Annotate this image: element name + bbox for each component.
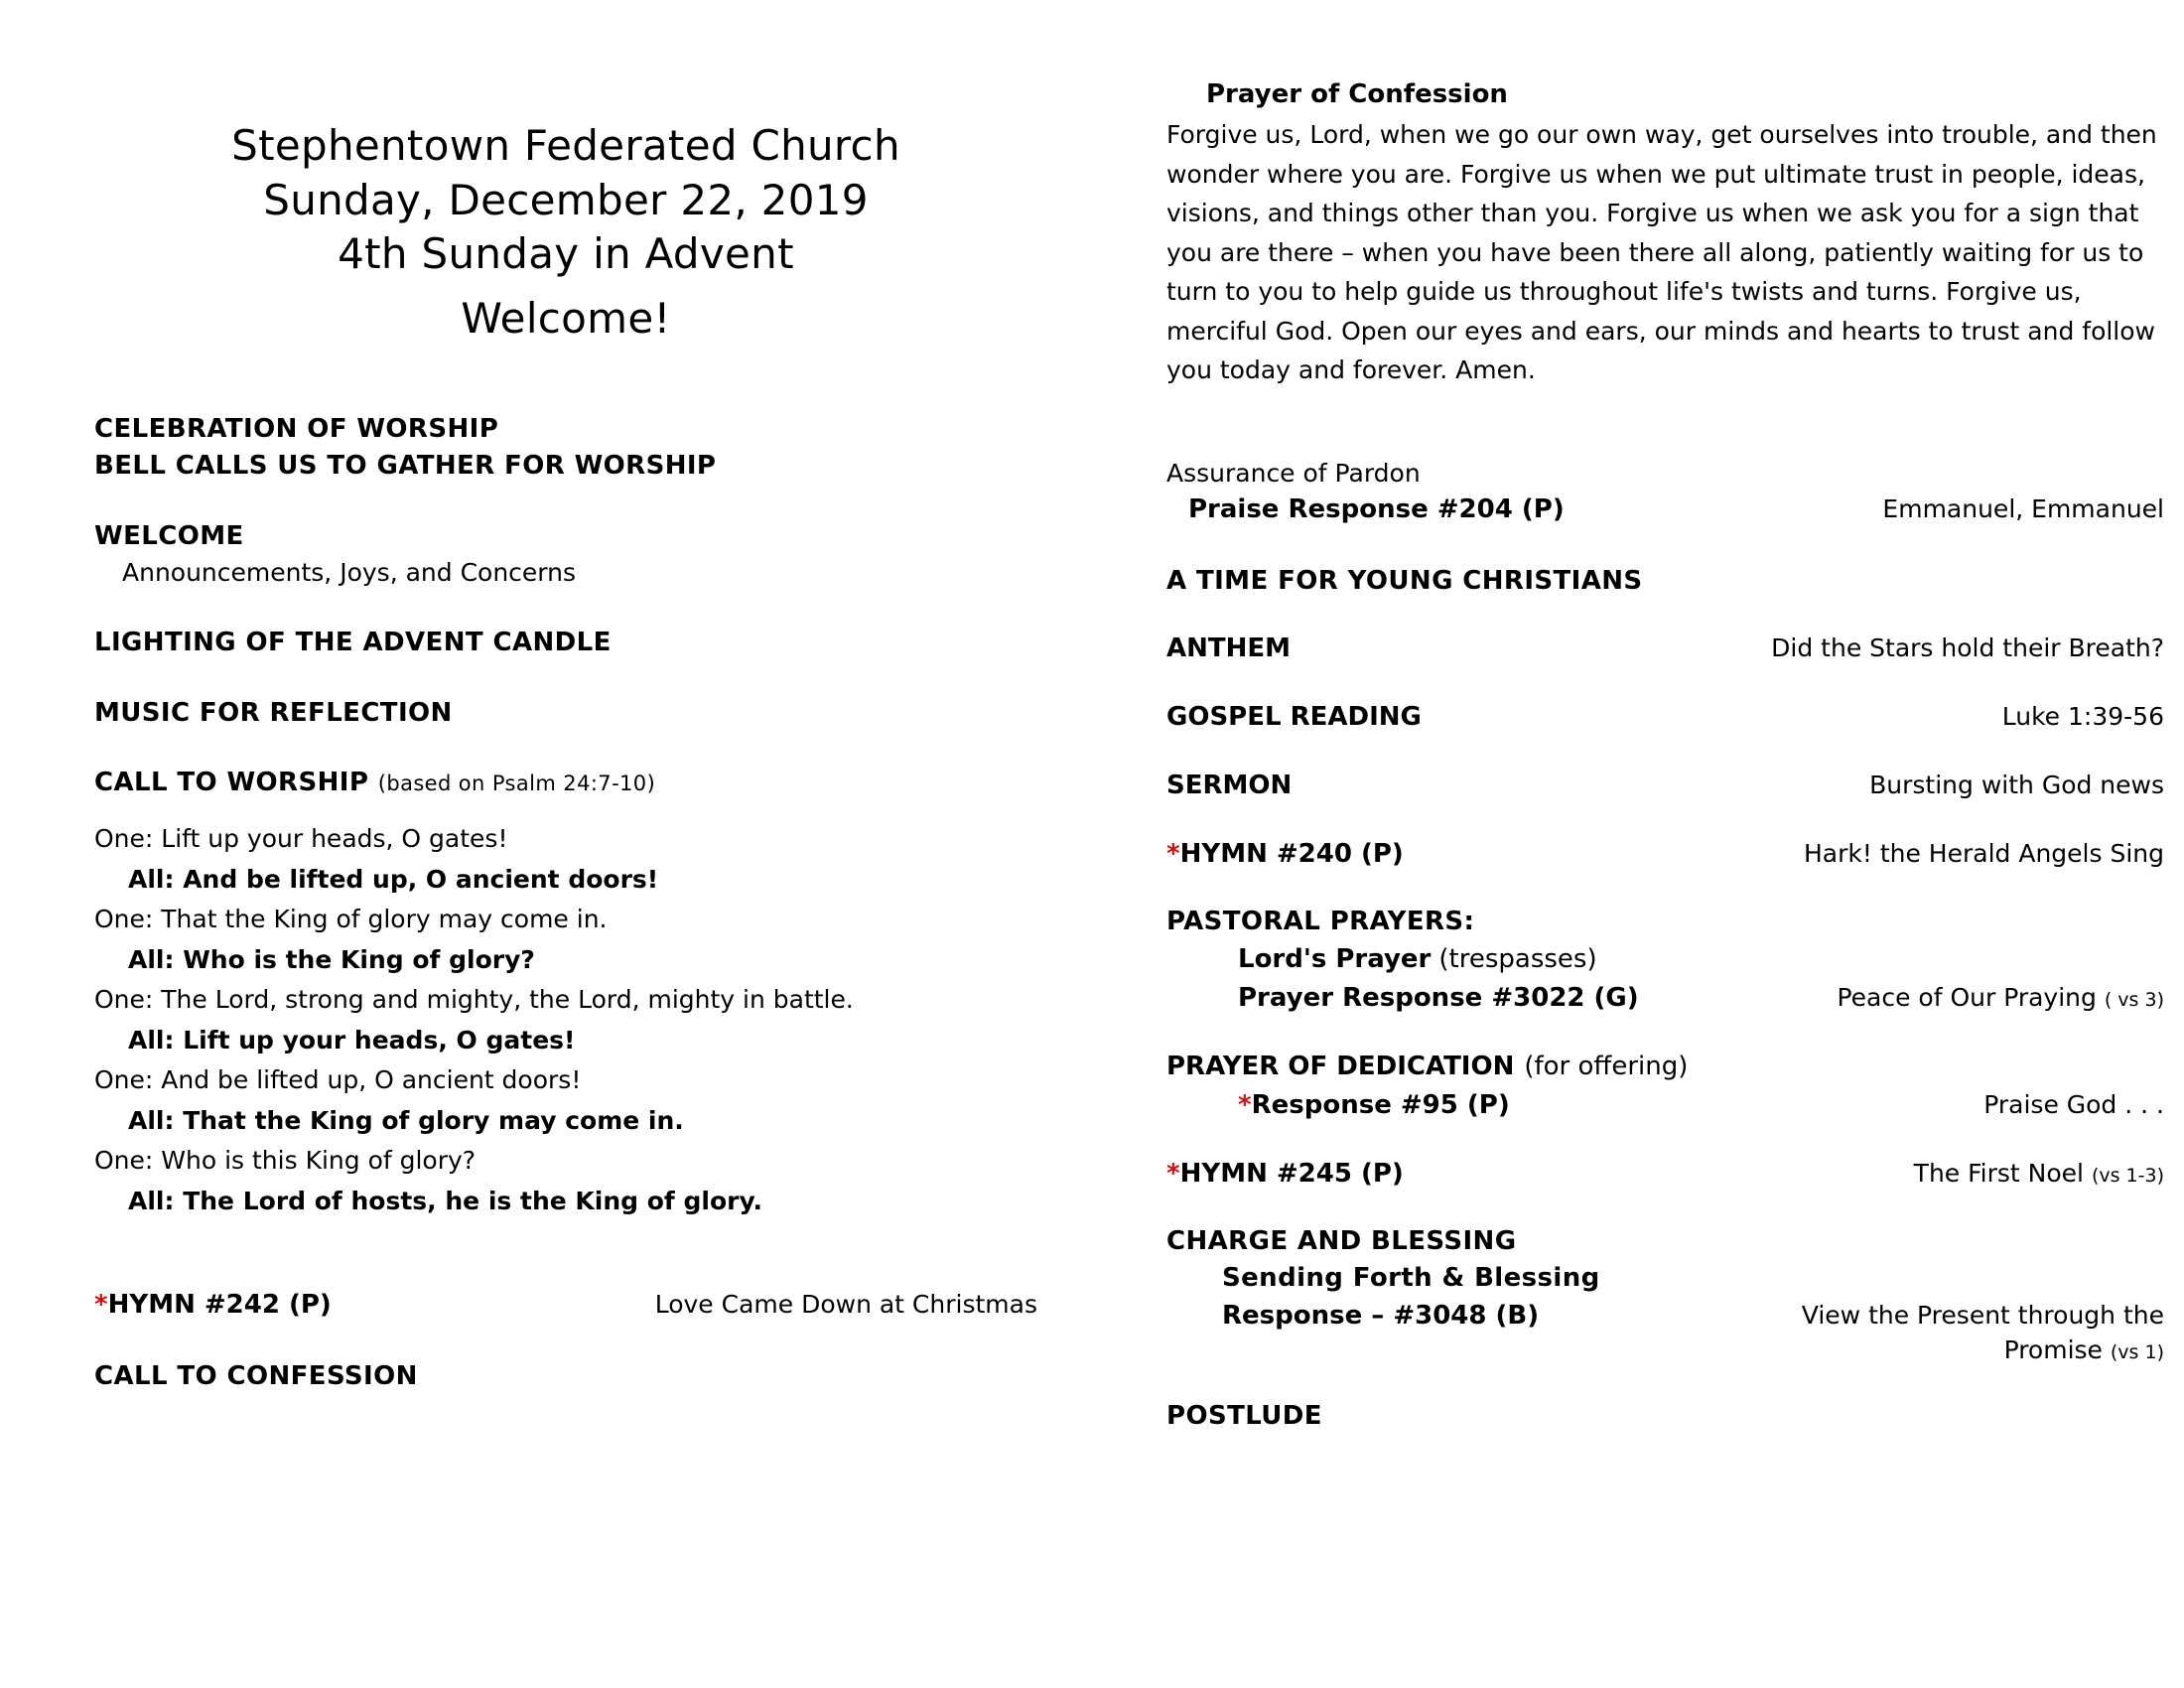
- hymn-245-verse: (vs 1-3): [2091, 1164, 2164, 1187]
- prayer-of-dedication-row: [1166, 1048, 2164, 1086]
- spacer: [1166, 1125, 2164, 1155]
- sending-forth-label: Sending Forth & Blessing: [1222, 1262, 1600, 1293]
- response-95-title: Praise God . . .: [1983, 1089, 2164, 1119]
- anthem-row: [1166, 630, 2164, 668]
- sermon-row: [1166, 767, 2164, 805]
- responsive-speaker: All:: [128, 864, 184, 894]
- lords-prayer-label: Lord's Prayer: [1238, 943, 1432, 974]
- charge-and-blessing-heading: CHARGE AND BLESSING: [1166, 1225, 1517, 1256]
- sending-response-title: [1747, 1298, 2164, 1368]
- spacer: [1166, 805, 2164, 835]
- response-95-row: [1166, 1086, 2164, 1125]
- right-column: [1107, 0, 2184, 1688]
- responsive-line: [94, 1182, 1037, 1222]
- gospel-reading-label: GOSPEL READING: [1166, 701, 1422, 732]
- hymn-star-icon: *: [1166, 1158, 1180, 1189]
- pastoral-prayers-heading: PASTORAL PRAYERS:: [1166, 906, 1475, 936]
- responsive-line: [94, 1101, 1037, 1142]
- young-christians-heading: A TIME FOR YOUNG CHRISTIANS: [1166, 566, 1643, 596]
- responsive-speaker: One:: [94, 824, 162, 854]
- hymn-245-number: HYMN #245 (P): [1179, 1158, 1404, 1189]
- welcome-subtext: Announcements, Joys, and Concerns: [122, 558, 576, 588]
- responsive-text: That the King of glory may come in.: [161, 905, 608, 934]
- responsive-speaker: One:: [94, 985, 162, 1015]
- praise-response-label: Praise Response #204 (P): [1188, 494, 1565, 524]
- response-95-number: Response #95 (P): [1251, 1089, 1510, 1120]
- sending-response-label: Response – #3048 (B): [1222, 1300, 1540, 1331]
- praise-response-title: Emmanuel, Emmanuel: [1882, 494, 2164, 523]
- welcome-greeting: Welcome!: [461, 293, 671, 343]
- responsive-text: Who is this King of glory?: [161, 1146, 477, 1176]
- hymn-240-number: HYMN #240 (P): [1179, 838, 1404, 869]
- responsive-text: Lift up your heads, O gates!: [183, 1025, 576, 1055]
- responsive-line: [94, 819, 1037, 860]
- call-to-confession-heading: CALL TO CONFESSION: [94, 1361, 418, 1391]
- responsive-line: [94, 900, 1037, 940]
- responsive-speaker: All:: [128, 1186, 184, 1215]
- responsive-text: The Lord, strong and mighty, the Lord, mighty in battle.: [161, 985, 854, 1015]
- responsive-speaker: All:: [128, 944, 184, 974]
- sending-response-row: [1166, 1297, 2164, 1368]
- responsive-text: And be lifted up, O ancient doors!: [161, 1065, 582, 1095]
- responsive-speaker: One:: [94, 1065, 162, 1095]
- prayer-response-title-text: Peace of Our Praying: [1837, 982, 2097, 1012]
- anthem-title: Did the Stars hold their Breath?: [1771, 633, 2164, 662]
- spacer: [94, 346, 1037, 411]
- sending-response-verse: (vs 1): [2110, 1341, 2164, 1364]
- prayer-response-row: [1166, 979, 2164, 1018]
- service-date: Sunday, December 22, 2019: [263, 175, 869, 224]
- spacer: [94, 801, 1037, 819]
- spacer: [1166, 668, 2164, 698]
- responsive-text: Lift up your heads, O gates!: [161, 824, 508, 854]
- prayer-of-confession-heading: Prayer of Confession: [1206, 79, 1508, 109]
- gospel-reading-reference: Luke 1:39-56: [2001, 701, 2164, 731]
- prayer-of-confession-body: Forgive us, Lord, when we go our own way, get ourselves into trouble, and then wonder where you are. Forgive us when we put ultimate trust in people, ideas, visions, and things other than you. Forgive us when we ask you for a sign that you are there – when you have been there all along, patiently waiting for us to turn to you to help guide us throughout life's twists and turns. Forgive us, merciful God. Open our eyes and ears, our minds and hearts to trust and follow you today and forever. Amen.: [1166, 120, 2157, 384]
- spacer: [94, 1325, 1037, 1358]
- responsive-text: The Lord of hosts, he is the King of glory.: [183, 1186, 762, 1215]
- call-to-worship-note: (based on Psalm 24:7-10): [377, 772, 656, 796]
- spacer: [94, 661, 1037, 695]
- spacer: [94, 1221, 1037, 1287]
- hymn-240-row: [1166, 835, 2164, 874]
- hymn-245-row: [1166, 1155, 2164, 1194]
- responsive-line: [94, 860, 1037, 901]
- responsive-text: That the King of glory may come in.: [183, 1105, 684, 1135]
- spacer: [1166, 1194, 2164, 1223]
- responsive-speaker: All:: [128, 1025, 184, 1055]
- hymn-245-title: [1914, 1155, 2164, 1193]
- postlude-heading: POSTLUDE: [1166, 1400, 1322, 1431]
- church-name: Stephentown Federated Church: [231, 121, 900, 170]
- lighting-advent-candle-heading: LIGHTING OF THE ADVENT CANDLE: [94, 627, 612, 657]
- responsive-speaker: One:: [94, 905, 162, 934]
- responsive-speaker: One:: [94, 1146, 162, 1176]
- spacer: [1166, 874, 2164, 904]
- prayer-of-dedication-label: PRAYER OF DEDICATION: [1166, 1051, 1515, 1081]
- hymn-245-title-text: The First Noel: [1913, 1158, 2084, 1188]
- responsive-line: [94, 1060, 1037, 1101]
- responsive-text: And be lifted up, O ancient doors!: [183, 864, 659, 894]
- spacer: [1166, 390, 2164, 456]
- assurance-of-pardon-heading: Assurance of Pardon: [1166, 458, 1421, 488]
- bulletin-header: [94, 119, 1037, 346]
- spacer: [94, 591, 1037, 625]
- responsive-reading: [94, 819, 1037, 1221]
- spacer: [1166, 1018, 2164, 1048]
- welcome-heading: WELCOME: [94, 521, 244, 552]
- prayer-of-dedication-note: (for offering): [1524, 1051, 1689, 1081]
- celebration-of-worship-heading: CELEBRATION OF WORSHIP: [94, 414, 499, 445]
- bell-calls-heading: BELL CALLS US TO GATHER FOR WORSHIP: [94, 451, 717, 482]
- hymn-242-number: HYMN #242 (P): [107, 1290, 332, 1321]
- sermon-title: Bursting with God news: [1869, 770, 2164, 799]
- spacer: [1166, 600, 2164, 630]
- call-to-worship-heading: [94, 765, 1037, 801]
- responsive-line: [94, 1141, 1037, 1182]
- spacer: [94, 731, 1037, 765]
- spacer: [94, 485, 1037, 518]
- response-95-label: [1238, 1086, 1510, 1125]
- prayer-response-label: Prayer Response #3022 (G): [1238, 982, 1639, 1013]
- sermon-label: SERMON: [1166, 770, 1293, 800]
- prayer-response-title: [1837, 979, 2164, 1017]
- hymn-star-icon: *: [94, 1290, 108, 1321]
- hymn-245-label: [1166, 1155, 1404, 1194]
- lords-prayer-note: (trespasses): [1438, 943, 1597, 974]
- hymn-star-icon: *: [1166, 838, 1180, 869]
- spacer: [1166, 529, 2164, 563]
- praise-response-row: [1166, 491, 2164, 529]
- prayer-response-verse: ( vs 3): [2104, 988, 2164, 1011]
- hymn-242-label: [94, 1287, 332, 1325]
- responsive-line: [94, 980, 1037, 1021]
- hymn-242-row: [94, 1287, 1037, 1325]
- lords-prayer-row: [1166, 940, 2164, 979]
- spacer: [1166, 737, 2164, 767]
- gospel-reading-row: [1166, 698, 2164, 737]
- hymn-242-title: Love Came Down at Christmas: [654, 1290, 1037, 1320]
- responsive-line: [94, 940, 1037, 981]
- liturgical-season: 4th Sunday in Advent: [338, 229, 794, 279]
- anthem-label: ANTHEM: [1166, 633, 1292, 663]
- hymn-240-title: Hark! the Herald Angels Sing: [1803, 838, 2164, 868]
- hymn-240-label: [1166, 835, 1404, 874]
- responsive-text: Who is the King of glory?: [183, 944, 535, 974]
- call-to-worship-label: CALL TO WORSHIP: [94, 768, 369, 798]
- responsive-speaker: All:: [128, 1105, 184, 1135]
- responsive-line: [94, 1021, 1037, 1061]
- sending-response-title-text: View the Present through the Promise: [1801, 1300, 2164, 1365]
- spacer: [1166, 1368, 2164, 1398]
- music-for-reflection-heading: MUSIC FOR REFLECTION: [94, 697, 453, 728]
- hymn-star-icon: *: [1238, 1089, 1252, 1120]
